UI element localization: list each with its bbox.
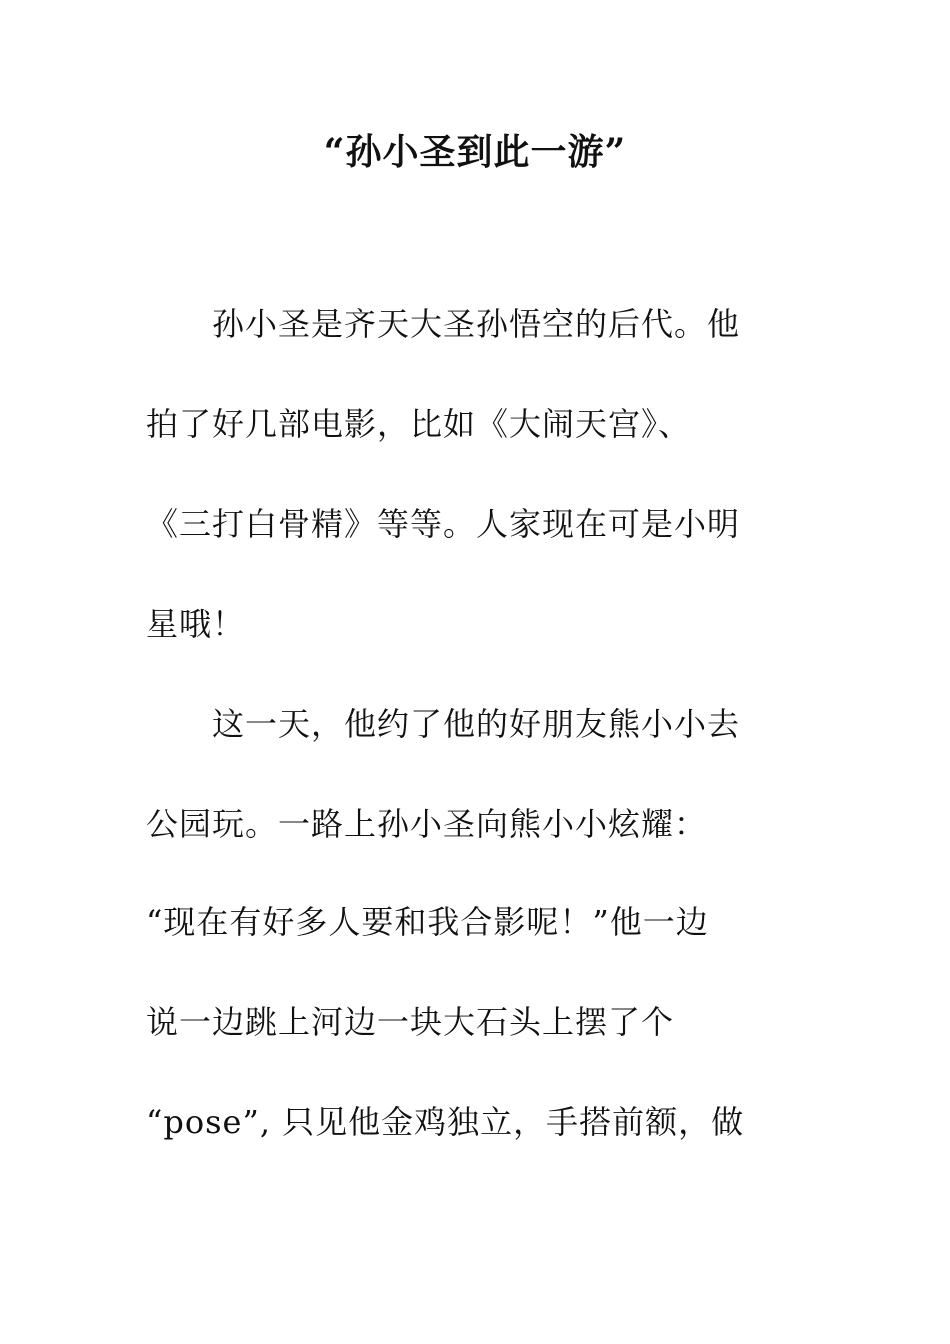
text-line: 说一边跳上河边一块大石头上摆了个 — [146, 1003, 675, 1041]
text-line: “pose”, 只见他金鸡独立，手搭前额，做 — [146, 1103, 745, 1141]
text-line: 《三打白骨精》等等。人家现在可是小明 — [146, 505, 741, 543]
document-title: “孙小圣到此一游” — [323, 131, 627, 173]
text-line: 公园玩。一路上孙小圣向熊小小炫耀： — [146, 805, 708, 843]
text-line: 星哦！ — [146, 605, 246, 643]
text-line: 这一天，他约了他的好朋友熊小小去 — [146, 705, 741, 743]
text-line: “现在有好多人要和我合影呢！”他一边 — [146, 903, 709, 941]
text-line: 拍了好几部电影，比如《大闹天宫》、 — [146, 405, 692, 443]
text-line: 孙小圣是齐天大圣孙悟空的后代。他 — [146, 305, 741, 343]
